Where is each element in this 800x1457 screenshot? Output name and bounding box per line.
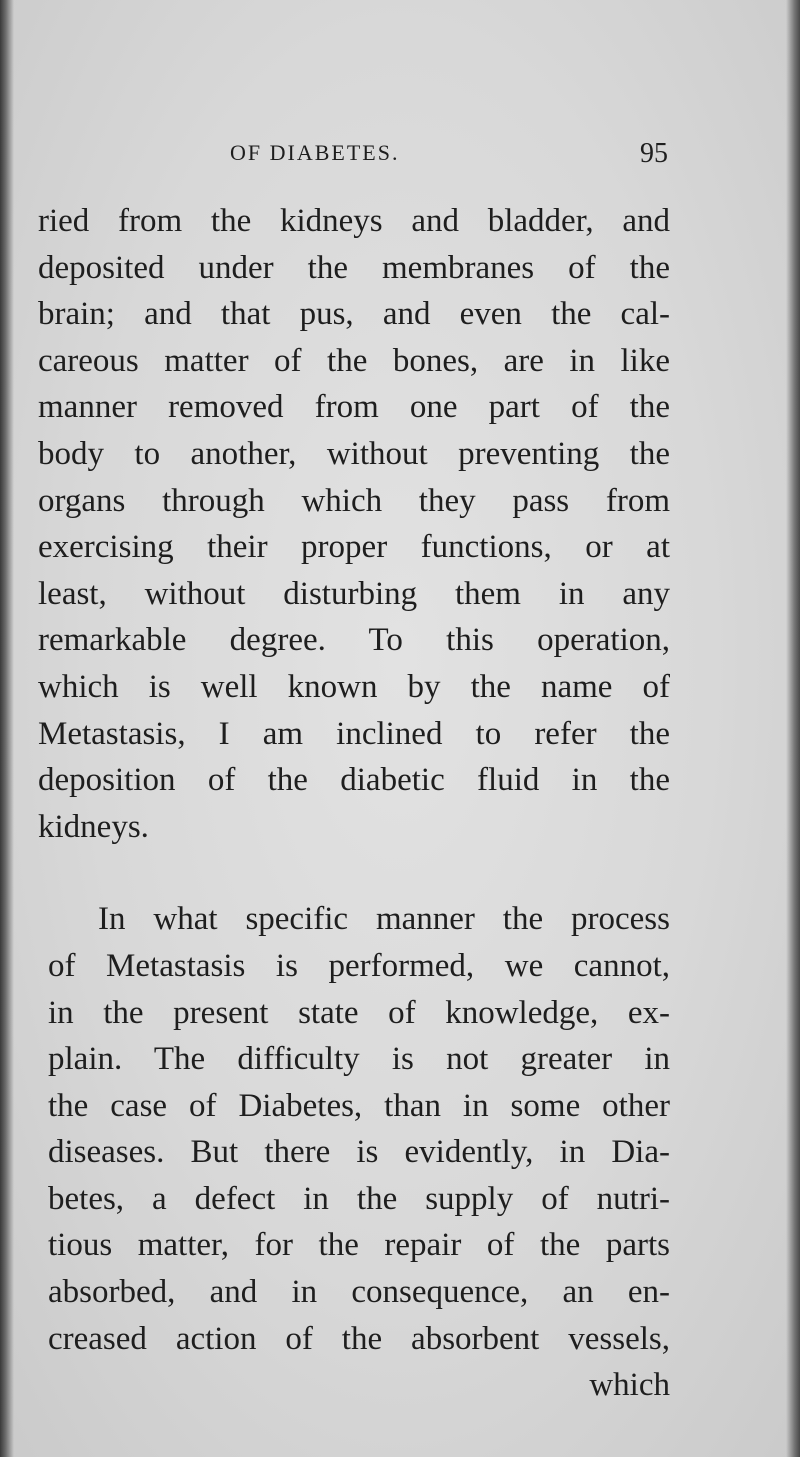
- text-line: organs through which they pass from: [38, 482, 670, 519]
- text-line: body to another, without preventing the: [38, 435, 670, 472]
- text-line: brain; and that pus, and even the cal-: [38, 296, 670, 333]
- text-line: in the present state of knowledge, ex-: [48, 994, 670, 1031]
- text-line: In what specific manner the process: [98, 901, 670, 938]
- text-line: of Metastasis is performed, we cannot,: [48, 947, 670, 984]
- text-line: deposited under the membranes of the: [38, 249, 670, 286]
- body-text: [38, 198, 670, 1409]
- catchword: which: [589, 1367, 670, 1404]
- text-line: exercising their proper functions, or at: [38, 529, 670, 566]
- text-line: careous matter of the bones, are in like: [38, 342, 670, 379]
- text-line: creased action of the absorbent vessels,: [48, 1320, 670, 1357]
- text-line: ried from the kidneys and bladder, and: [38, 203, 670, 239]
- text-line: diseases. But there is evidently, in Dia-: [48, 1134, 670, 1171]
- text-line: least, without disturbing them in any: [38, 575, 670, 612]
- text-line: manner removed from one part of the: [38, 389, 670, 426]
- text-line: kidneys.: [38, 808, 149, 845]
- text-line: plain. The difficulty is not greater in: [48, 1041, 670, 1078]
- paragraph-gap: [38, 850, 670, 896]
- page-header: [40, 140, 670, 180]
- page-edge-shadow-right: [786, 0, 800, 1457]
- text-line: Metastasis, I am inclined to refer the: [38, 715, 670, 752]
- text-line: betes, a defect in the supply of nutri-: [48, 1180, 670, 1217]
- text-line: remarkable degree. To this operation,: [38, 622, 670, 659]
- running-head: OF DIABETES.: [230, 140, 400, 165]
- paragraph-2: [48, 896, 670, 1409]
- text-line: deposition of the diabetic fluid in the: [38, 762, 670, 799]
- text-line: the case of Diabetes, than in some other: [48, 1087, 670, 1124]
- text-line: tious matter, for the repair of the parts: [48, 1227, 670, 1264]
- text-line: absorbed, and in consequence, an en-: [48, 1274, 670, 1311]
- text-line: which is well known by the name of: [38, 668, 670, 705]
- page-number: 95: [640, 138, 668, 169]
- paragraph-1: [38, 198, 670, 850]
- page-edge-shadow-left: [0, 0, 14, 1457]
